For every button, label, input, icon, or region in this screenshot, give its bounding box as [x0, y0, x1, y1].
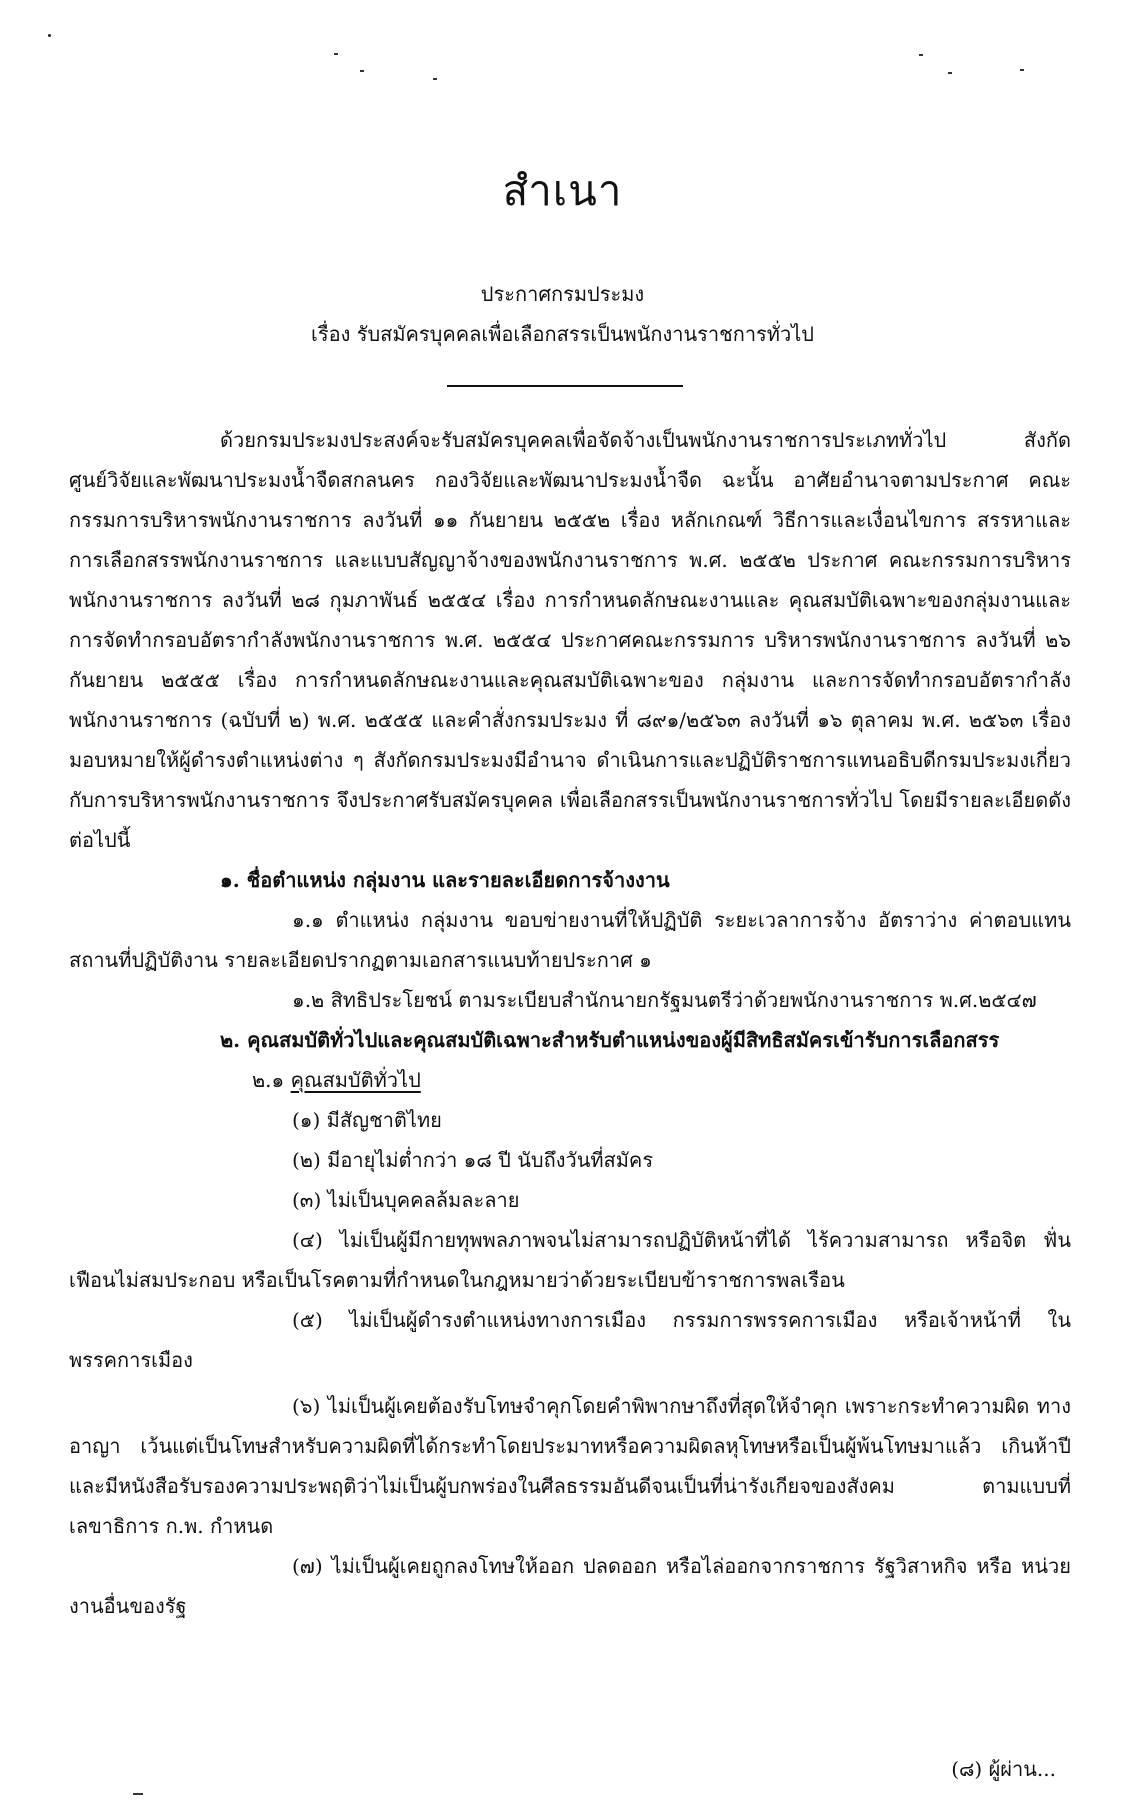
section-2-heading: ๒. คุณสมบัติทั่วไปและคุณสมบัติเฉพาะสำหรับตำแหน่งของผู้มีสิทธิสมัครเข้ารับการเลือกสรร [220, 1028, 1000, 1052]
qualification-item: (๒) มีอายุไม่ต่ำกว่า ๑๘ ปี นับถึงวันที่สมัคร [292, 1148, 654, 1172]
scan-speck [133, 1793, 143, 1795]
scan-speck [1020, 69, 1024, 71]
announcement-subject: เรื่อง รับสมัครบุคคลเพื่อเลือกสรรเป็นพนักงานราชการทั่วไป [311, 322, 814, 346]
scan-speck [334, 53, 338, 55]
section-2-1-title: คุณสมบัติทั่วไป [290, 1068, 421, 1092]
item-1-2: ๑.๒ สิทธิประโยชน์ ตามระเบียบสำนักนายกรัฐมนตรีว่าด้วยพนักงานราชการ พ.ศ.๒๕๔๗ [292, 988, 1037, 1012]
copy-label: สำเนา [502, 166, 623, 215]
announcement-org: ประกาศกรมประมง [480, 282, 645, 306]
continuation-marker: (๘) ผู้ผ่าน... [951, 1757, 1056, 1781]
qualification-item: (๕) ไม่เป็นผู้ดำรงตำแหน่งทางการเมือง กรรมการพรรคการเมือง หรือเจ้าหน้าที่ ในพรรคการเมือง [69, 1308, 1071, 1372]
qualification-item: (๔) ไม่เป็นผู้มีกายทุพพลภาพจนไม่สามารถปฏิบัติหน้าที่ได้ ไร้ความสามารถ หรือจิต ฟั่นเฟือนไม่สมประกอบ หรือเป็นโรคตามที่กำหนดในกฎหมายว่าด้วยระเบียบข้าราชการพลเรือน [69, 1228, 1071, 1292]
section-2-1-heading [69, 1060, 1071, 1100]
scan-speck [360, 70, 364, 72]
scan-speck [48, 34, 51, 37]
qualification-item: (๓) ไม่เป็นบุคคลล้มละลาย [292, 1188, 520, 1212]
intro-paragraph: ด้วยกรมประมงประสงค์จะรับสมัครบุคคลเพื่อจัดจ้างเป็นพนักงานราชการประเภททั่วไป สังกัด ศูนย์วิจัยและพัฒนาประมงน้ำจืดสกลนคร กองวิจัยและพัฒนาประมงน้ำจืด ฉะนั้น อาศัยอำนาจตามประกาศ คณะกรรมการบริหารพนักงานราชการ ลงวันที่ ๑๑ กันยายน ๒๕๕๒ เรื่อง หลักเกณฑ์ วิธีการและเงื่อนไขการ สรรหาและการเลือกสรรพนักงานราชการ และแบบสัญญาจ้างของพนักงานราชการ พ.ศ. ๒๕๕๒ ประกาศ คณะกรรมการบริหารพนักงานราชการ ลงวันที่ ๒๘ กุมภาพันธ์ ๒๕๕๔ เรื่อง การกำหนดลักษณะงานและ คุณสมบัติเฉพาะของกลุ่มงานและการจัดทำกรอบอัตรากำลังพนักงานราชการ พ.ศ. ๒๕๕๔ ประกาศคณะกรรมการ บริหารพนักงานราชการ ลงวันที่ ๒๖ กันยายน ๒๕๕๕ เรื่อง การกำหนดลักษณะงานและคุณสมบัติเฉพาะของ กลุ่มงาน และการจัดทำกรอบอัตรากำลังพนักงานราชการ (ฉบับที่ ๒) พ.ศ. ๒๕๕๕ และคำสั่งกรมประมง ที่ ๘๙๑/๒๕๖๓ ลงวันที่ ๑๖ ตุลาคม พ.ศ. ๒๕๖๓ เรื่อง มอบหมายให้ผู้ดำรงตำแหน่งต่าง ๆ สังกัดกรมประมงมีอำนาจ ดำเนินการและปฏิบัติราชการแทนอธิบดีกรมประมงเกี่ยวกับการบริหารพนักงานราชการ จึงประกาศรับสมัครบุคคล เพื่อเลือกสรรเป็นพนักงานราชการทั่วไป โดยมีรายละเอียดดังต่อไปนี้ [69, 428, 1071, 852]
title-divider [447, 385, 683, 387]
scan-speck [948, 72, 952, 74]
document-body [69, 420, 1071, 1626]
section-2-1-number: ๒.๑ [252, 1068, 285, 1092]
section-1-heading: ๑. ชื่อตำแหน่ง กลุ่มงาน และรายละเอียดการจ้างงาน [220, 868, 670, 892]
qualification-item: (๖) ไม่เป็นผู้เคยต้องรับโทษจำคุกโดยคำพิพากษาถึงที่สุดให้จำคุก เพราะกระทำความผิด ทางอาญา เว้นแต่เป็นโทษสำหรับความผิดที่ได้กระทำโดยประมาทหรือความผิดลหุโทษหรือเป็นผู้พ้นโทษมาแล้ว เกินห้าปีและมีหนังสือรับรองความประพฤติว่าไม่เป็นผู้บกพร่องในศีลธรรมอันดีจนเป็นที่น่ารังเกียจของสังคม ตามแบบที่เลขาธิการ ก.พ. กำหนด [69, 1394, 1071, 1538]
scan-speck [919, 54, 923, 56]
qualification-item: (๗) ไม่เป็นผู้เคยถูกลงโทษให้ออก ปลดออก หรือไล่ออกจากราชการ รัฐวิสาหกิจ หรือ หน่วยงานอื่นของรัฐ [69, 1554, 1071, 1618]
item-1-1: ๑.๑ ตำแหน่ง กลุ่มงาน ขอบข่ายงานที่ให้ปฏิบัติ ระยะเวลาการจ้าง อัตราว่าง ค่าตอบแทน สถานที่ปฏิบัติงาน รายละเอียดปรากฏตามเอกสารแนบท้ายประกาศ ๑ [69, 908, 1071, 972]
qualification-item: (๑) มีสัญชาติไทย [292, 1108, 442, 1132]
scan-speck [433, 78, 437, 80]
